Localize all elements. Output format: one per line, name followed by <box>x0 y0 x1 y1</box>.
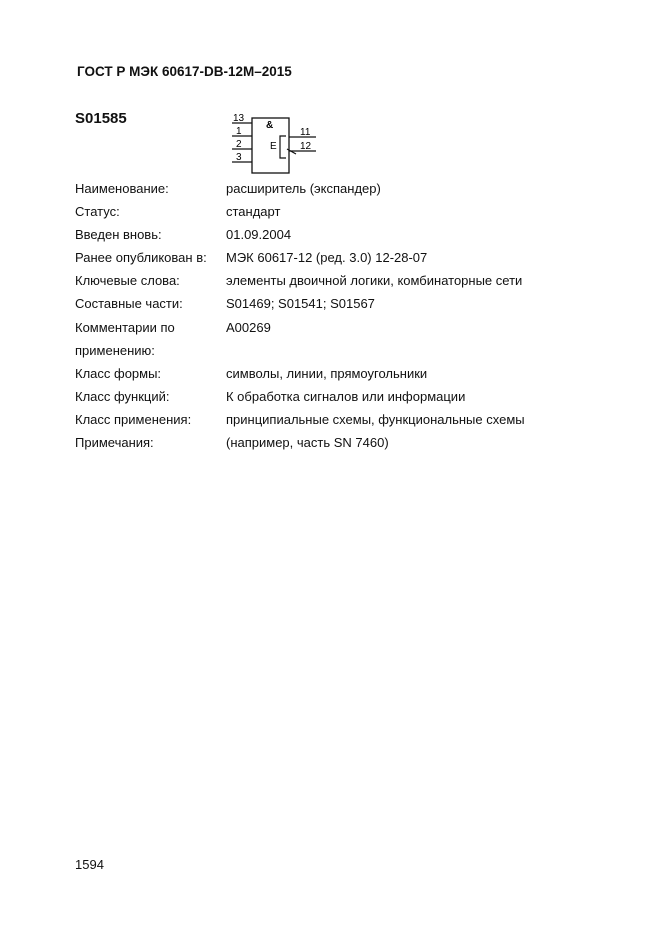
field-label: Класс функций: <box>75 389 170 404</box>
field-value: (например, часть SN 7460) <box>226 435 389 450</box>
field-value: стандарт <box>226 204 281 219</box>
field-label: Составные части: <box>75 296 183 311</box>
input-pin-3: 3 <box>236 152 242 163</box>
field-label: Статус: <box>75 204 120 219</box>
field-label: Класс формы: <box>75 366 162 381</box>
field-label: Наименование: <box>75 181 169 196</box>
output-pin-11: 11 <box>300 127 311 138</box>
document-header: ГОСТ Р МЭК 60617-DB-12M–2015 <box>77 64 292 79</box>
field-value: A00269 <box>226 320 271 335</box>
field-value: символы, линии, прямоугольники <box>226 366 428 381</box>
expander-symbol <box>220 110 330 176</box>
field-value: 01.09.2004 <box>226 227 292 242</box>
input-pin-13: 13 <box>233 113 245 124</box>
page-number: 1594 <box>75 857 104 872</box>
output-pin-12: 12 <box>300 141 312 152</box>
field-value: К обработка сигналов или информации <box>226 389 466 404</box>
field-label: Ранее опубликован в: <box>75 250 207 265</box>
field-value: S01469; S01541; S01567 <box>226 296 375 311</box>
field-value: расширитель (экспандер) <box>226 181 381 196</box>
field-value: МЭК 60617-12 (ред. 3.0) 12-28-07 <box>226 250 428 265</box>
field-label: Класс применения: <box>75 412 192 427</box>
field-label: Примечания: <box>75 435 154 450</box>
field-label: применению: <box>75 343 155 358</box>
field-label: Комментарии по <box>75 320 175 335</box>
e-label: E <box>270 141 277 152</box>
field-label: Ключевые слова: <box>75 273 180 288</box>
field-value: элементы двоичной логики, комбинаторные сети <box>226 273 523 288</box>
input-pin-1: 1 <box>236 126 242 137</box>
and-label: & <box>266 120 274 131</box>
symbol-code: S01585 <box>75 110 127 127</box>
input-pin-2: 2 <box>236 139 242 150</box>
field-value: принципиальные схемы, функциональные схемы <box>226 412 525 427</box>
field-label: Введен вновь: <box>75 227 162 242</box>
